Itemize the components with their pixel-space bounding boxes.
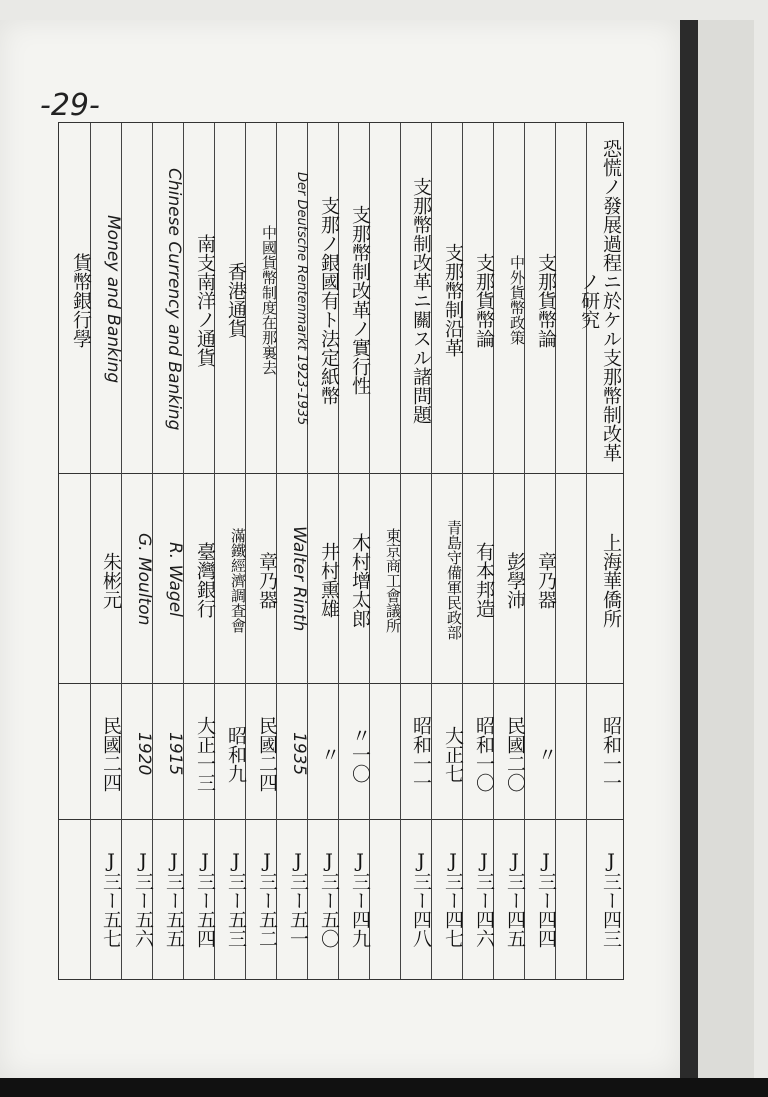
author-cell: 青島守備軍民政部 bbox=[445, 520, 463, 640]
title-cell: 恐慌ノ發展過程ニ於ケル支那幣制改革ノ研究 bbox=[578, 138, 622, 462]
page-number: -29- bbox=[40, 88, 100, 123]
title-cell: 南支南洋ノ通貨 bbox=[194, 233, 216, 367]
title-cell-handwritten: Chinese Currency and Banking bbox=[164, 167, 184, 431]
title-cell-handwritten: Money and Banking bbox=[103, 214, 123, 384]
title-cell: 支那貨幣論 bbox=[535, 252, 557, 348]
code-cell: J三ー五七 bbox=[100, 850, 122, 948]
date-cell-handwritten: 1915 bbox=[165, 732, 185, 776]
author-cell: 上海華僑所 bbox=[600, 532, 622, 628]
author-cell-handwritten: G. Moulton bbox=[134, 532, 154, 626]
code-cell: J三ー五四 bbox=[194, 850, 216, 948]
band-separator-author bbox=[59, 683, 623, 684]
date-cell: 民國二四 bbox=[256, 716, 278, 792]
code-cell: J三ー五五 bbox=[163, 850, 185, 948]
date-cell: 〃 bbox=[535, 744, 557, 764]
title-cell: 香港通貨 bbox=[225, 262, 247, 338]
side-strip bbox=[698, 20, 754, 1078]
code-cell: J三ー五二 bbox=[256, 850, 278, 948]
title-cell: 中國貨幣制度在那裏去 bbox=[260, 225, 278, 375]
code-cell: J三ー四七 bbox=[442, 850, 464, 948]
title-cell: 支那ノ銀國有ト法定紙幣 bbox=[318, 195, 340, 405]
code-cell: J三ー四三 bbox=[600, 850, 622, 948]
book-spine bbox=[680, 20, 698, 1078]
date-cell: 〃 bbox=[318, 744, 340, 764]
date-cell: 民國二四 bbox=[100, 716, 122, 792]
author-cell: 臺灣銀行 bbox=[194, 542, 216, 618]
author-cell: 朱彬元 bbox=[100, 551, 122, 609]
author-cell: 木村增太郎 bbox=[349, 532, 371, 628]
title-cell-handwritten: Der Deutsche Rentenmarkt 1923-1935 bbox=[294, 172, 309, 426]
band-separator-title bbox=[59, 473, 623, 474]
title-cell: 支那幣制改革ノ實行性 bbox=[349, 205, 371, 395]
code-cell: J三ー五〇 bbox=[318, 850, 340, 948]
code-cell: J三ー五一 bbox=[287, 850, 309, 948]
code-cell: J三ー五三 bbox=[225, 850, 247, 948]
code-cell: J三ー四六 bbox=[473, 850, 495, 948]
bottom-edge bbox=[0, 1078, 768, 1097]
date-cell: 民國二〇 bbox=[504, 716, 526, 792]
author-cell: 井村熏雄 bbox=[318, 542, 340, 618]
author-cell: 滿鐵經濟調査會 bbox=[229, 527, 247, 633]
date-cell: 昭和九 bbox=[225, 725, 247, 783]
band-separator-date bbox=[59, 819, 623, 820]
author-cell: 東京商工會議所 bbox=[384, 527, 402, 633]
code-cell: J三ー四九 bbox=[349, 850, 371, 948]
code-cell: J三ー四五 bbox=[504, 850, 526, 948]
date-cell-handwritten: 1935 bbox=[289, 732, 309, 776]
author-cell-handwritten: Walter Rinth bbox=[289, 526, 309, 632]
date-cell: 大正一三 bbox=[194, 716, 216, 792]
code-cell: J三ー四八 bbox=[410, 850, 432, 948]
date-cell: 〃一〇 bbox=[349, 725, 371, 783]
author-cell: 章乃器 bbox=[256, 551, 278, 609]
catalog-table bbox=[58, 122, 624, 980]
author-cell: 有本邦造 bbox=[473, 542, 495, 618]
author-cell: 章乃器 bbox=[535, 551, 557, 609]
author-cell: 彭學沛 bbox=[504, 551, 526, 609]
date-cell: 昭和一一 bbox=[410, 716, 432, 792]
date-cell: 大正七 bbox=[442, 725, 464, 783]
title-cell: 支那貨幣論 bbox=[473, 252, 495, 348]
title-cell: 貨幣銀行學 bbox=[70, 252, 92, 348]
date-cell-handwritten: 1920 bbox=[134, 732, 154, 776]
title-cell: 支那幣制沿革 bbox=[442, 243, 464, 357]
title-cell: 支那幣制改革ニ關スル諸問題 bbox=[410, 176, 432, 424]
code-cell: J三ー四四 bbox=[535, 850, 557, 948]
title-cell: 中外貨幣政策 bbox=[508, 255, 526, 345]
author-cell-handwritten: R. Wagel bbox=[165, 541, 185, 617]
date-cell: 昭和一一 bbox=[600, 716, 622, 792]
date-cell: 昭和一〇 bbox=[473, 716, 495, 792]
code-cell: J三ー五六 bbox=[132, 850, 154, 948]
